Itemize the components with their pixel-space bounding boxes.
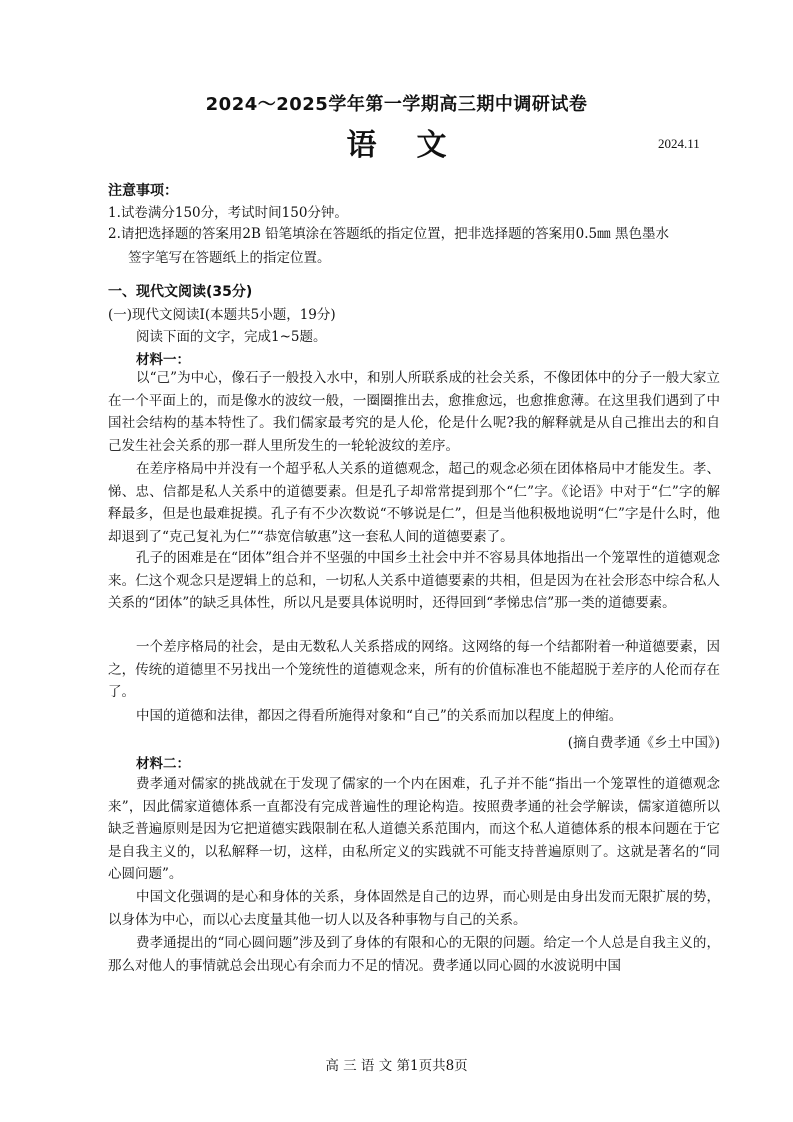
material-1-heading: 材料一：: [136, 352, 190, 368]
exam-date: 2024.11: [658, 136, 700, 151]
material-2-paragraph: 费孝通提出的“同心圆问题”涉及到了身体的有限和心的无限的问题。给定一个人总是自我主义的，那么对他人的事情就总会出现心有余而力不足的情况。费孝通以同心圆的水波说明中国: [108, 935, 720, 974]
note-item-1: 1.试卷满分150分，考试时间150分钟。: [108, 205, 348, 221]
material-2-paragraph: 中国文化强调的是心和身体的关系，身体固然是自己的边界，而心则是由身出发而无限扩展的势，以身体为中心，而以心去度量其他一切人以及各种事物与自己的关系。: [108, 889, 720, 928]
material-2-heading: 材料二：: [136, 756, 190, 772]
section-heading: 一、现代文阅读(35分): [108, 284, 253, 300]
material-1-paragraph: 一个差序格局的社会，是由无数私人关系搭成的网络。这网络的每一个结都附着一种道德要素，因之，传统的道德里不另找出一个笼统性的道德观念来，所有的价值标准也不能超脱于差序的人伦而存在了。: [108, 639, 720, 701]
material-1-source: (摘自费孝通《乡土中国》): [567, 735, 720, 751]
material-1-paragraph: 中国的道德和法律，都因之得看所施得对象和“自己”的关系而加以程度上的伸缩。: [136, 708, 623, 724]
note-item-2: 2.请把选择题的答案用2B 铅笔填涂在答题纸的指定位置，把非选择题的答案用0.5㎜ 黑色墨水: [108, 226, 669, 242]
material-2-paragraph: 费孝通对儒家的挑战就在于发现了儒家的一个内在困难，孔子并不能“指出一个笼罩性的道德观念来”，因此儒家道德体系一直都没有完成普遍性的理论构造。按照费孝通的社会学解读，儒家道德所以缺乏普遍原则是因为它把道德实践限制在私人道德关系范围内，而这个私人道德体系的根本问题在于它是自我主义的，以私解释一切，这样，由私所定义的实践就不可能支持普遍原则了。这就是著名的“同心圆问题”。: [108, 776, 720, 883]
page-footer: 高 三 语 文 第1页共8页: [325, 1058, 468, 1074]
notes-heading: 注意事项：: [108, 183, 178, 199]
note-item-2-continued: 签字笔写在答题纸上的指定位置。: [128, 250, 331, 266]
subject-title: 语文: [346, 128, 487, 163]
material-1-paragraph: 孔子的困难是在“团体”组合并不坚强的中国乡土社会中并不容易具体地指出一个笼罩性的道德观念来。仁这个观念只是逻辑上的总和，一切私人关系中道德要素的共相，但是因为在社会形态中综合私人关系的“团体”的缺乏具体性，所以凡是要具体说明时，还得回到“孝悌忠信”那一类的道德要素。: [108, 550, 720, 612]
exam-title: 2024～2025学年第一学期高三期中调研试卷: [205, 94, 588, 115]
material-1-paragraph: 以“己”为中心，像石子一般投入水中，和别人所联系成的社会关系，不像团体中的分子一般大家立在一个平面上的，而是像水的波纹一般，一圈圈推出去，愈推愈远，也愈推愈薄。在这里我们遇到了中国社会结构的基本特性了。我们儒家最考究的是人伦，伦是什么呢?我的解释就是从自己推出去的和自己发生社会关系的那一群人里所发生的一轮轮波纹的差序。: [108, 370, 720, 454]
sub-section-heading: (一)现代文阅读Ⅰ(本题共5小题，19分): [108, 307, 336, 323]
material-1-paragraph: 在差序格局中并没有一个超乎私人关系的道德观念，超己的观念必须在团体格局中才能发生。孝、悌、忠、信都是私人关系中的道德要素。但是孔子却常常提到那个“仁”字。《论语》中对于“仁”字的解释最多，但是也最难捉摸。孔子有不少次数说“不够说是仁”，但是当他积极地说明“仁”字是什么时，他却退到了“克己复礼为仁”“恭宽信敏惠”这一套私人间的道德要素了。: [108, 461, 720, 545]
reading-instruction: 阅读下面的文字，完成1~5题。: [136, 329, 327, 345]
